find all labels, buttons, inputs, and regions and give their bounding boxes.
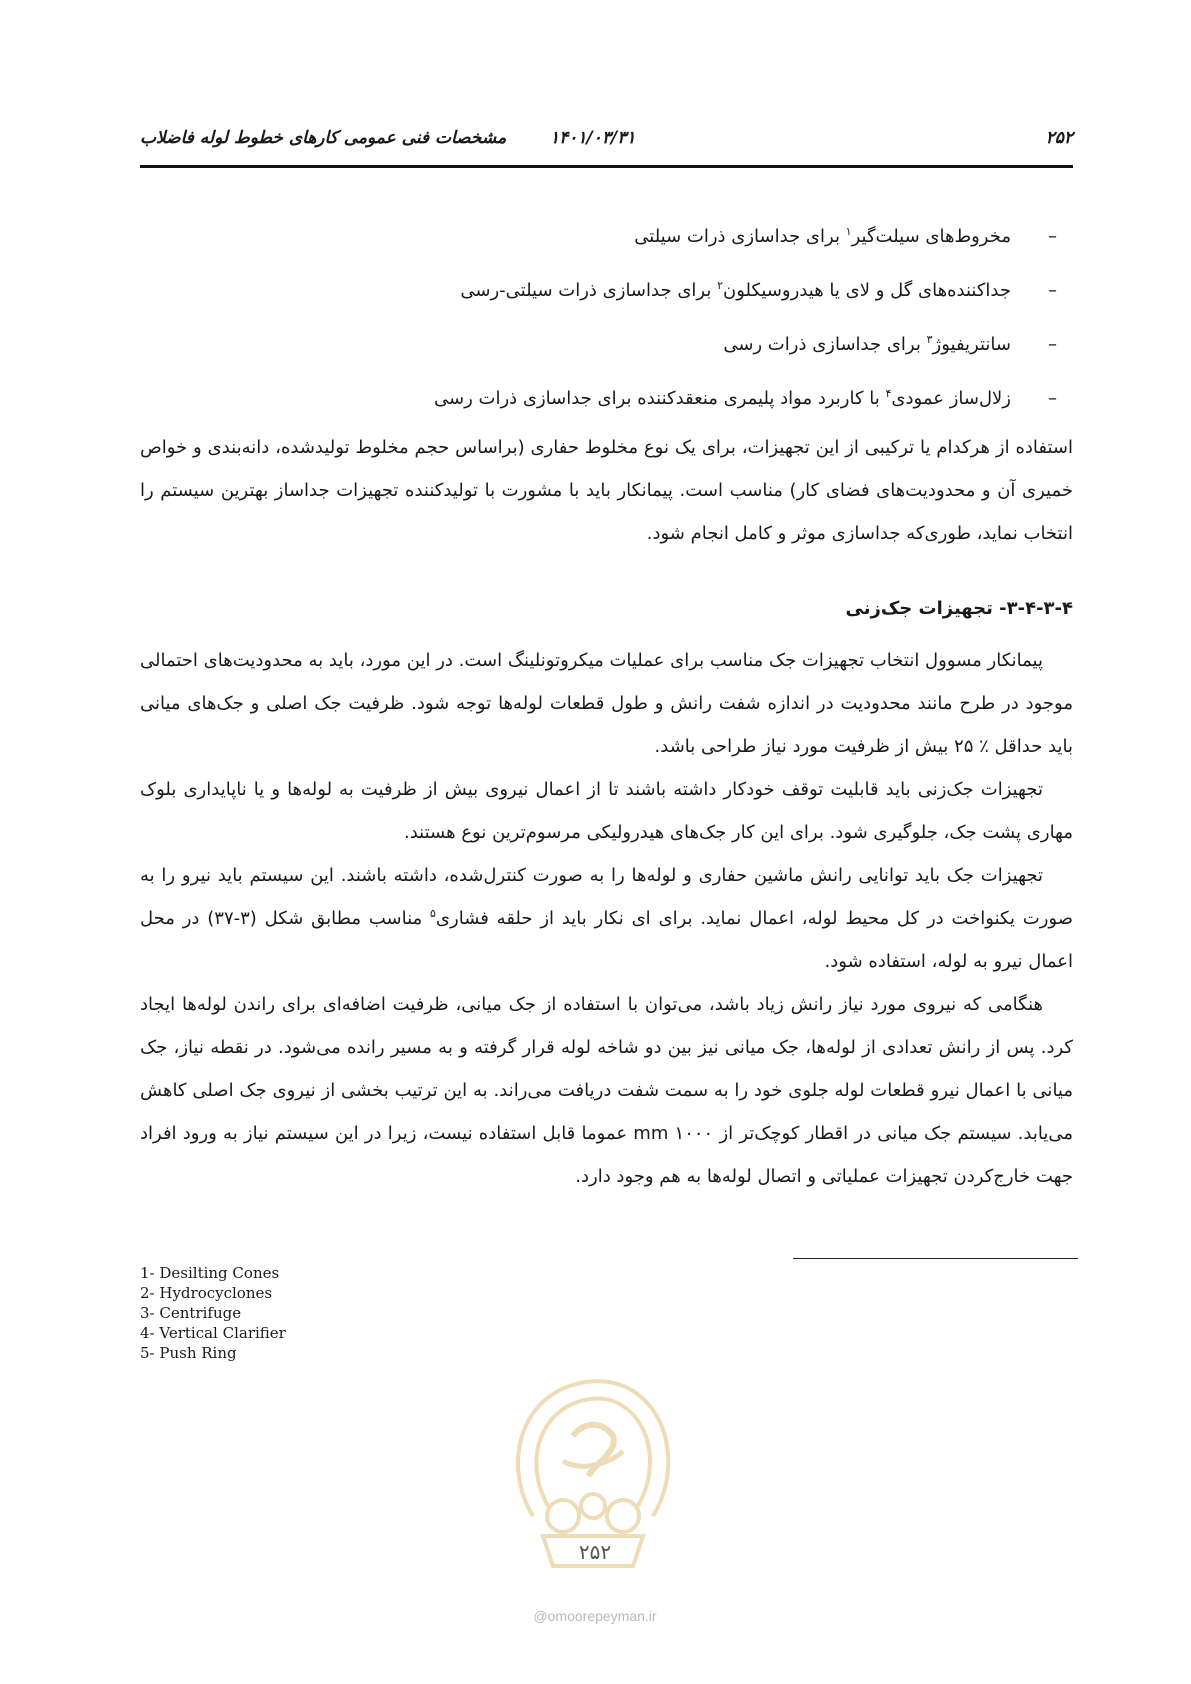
footnote-item: 2- Hydrocyclones [140, 1284, 273, 1302]
footnote-item: 3- Centrifuge [140, 1304, 242, 1322]
footnote-item: 5- Push Ring [140, 1344, 237, 1362]
header-title: مشخصات فنی عمومی کارهای خطوط لوله فاضلاب [140, 128, 507, 148]
page-header [140, 128, 1073, 158]
header-divider [140, 165, 1073, 168]
footnote-ref: ۲ [717, 279, 723, 292]
footnotes [140, 1263, 540, 1363]
list-item-text: برای جداسازی ذرات سیلتی-رسی [460, 280, 718, 301]
paragraph-intermediate-jack: هنگامی که نیروی مورد نیاز رانش زیاد باشد، می‌توان با استفاده از جک میانی، ظرفیت اضافه‌ای برای راندن لوله‌ها ایجاد کرد. پس از رانش تعدادی از لوله‌ها، جک میانی نیز بین دو شاخه لوله قرار گرفته و به مسیر رانده می‌شود. در نقطه نیاز، جک میانی با اعمال نیرو قطعات لوله جلوی خود را به سمت شفت دریافت می‌راند. به این ترتیب بخشی از نیروی جک اصلی کاهش می‌یابد. سیستم جک میانی در اقطار کوچک‌تر از mm ۱۰۰۰ عموما قابل استفاده نیست، زیرا در این سیستم نیاز به ورود افراد جهت خارج‌کردن تجهیزات عملیاتی و اتصال لوله‌ها به هم وجود دارد. [140, 994, 1073, 1187]
list-item-text: زلال‌ساز عمودی [891, 388, 1011, 409]
list-item [140, 318, 1073, 372]
list-item-text: سانتریفیوژ [932, 334, 1011, 355]
list-item [140, 264, 1073, 318]
paragraph-push-ring [140, 854, 1073, 983]
list-item-text: برای جداسازی ذرات سیلتی [634, 226, 846, 247]
watermark: @omoorepeyman.ir [533, 1608, 657, 1624]
header-page-number: ۲۵۲ [1045, 128, 1073, 148]
list-item-text: با کاربرد مواد پلیمری منعقدکننده برای جداسازی ذرات رسی [434, 388, 886, 409]
header-date: ۱۴۰۱/۰۳/۳۱ [550, 128, 636, 148]
stamp-page-number: ۲۵۲ [578, 1540, 612, 1564]
list-item-text: جداکننده‌های گل و لای یا هیدروسیکلون [723, 280, 1011, 301]
footnote-ref: ۳ [926, 333, 933, 346]
section-heading: ۳-۴-۳-۴- تجهیزات جک‌زنی [845, 598, 1073, 619]
footnote-ref: ۴ [885, 387, 892, 400]
footnote-item: 1- Desilting Cones [140, 1264, 280, 1282]
paragraph-jack-selection: پیمانکار مسوول انتخاب تجهیزات جک مناسب برای عملیات میکروتونلینگ است. در این مورد، باید به محدودیت‌های احتمالی موجود در طرح مانند محدودیت در اندازه شفت رانش و طول قطعات لوله‌ها توجه شود. ظرفیت جک اصلی و جک‌های میانی باید حداقل ٪ ۲۵ بیش از ظرفیت مورد نیاز طراحی باشد. [139, 650, 1073, 757]
footnote-ref: ۵ [430, 907, 436, 920]
equipment-list [140, 210, 1073, 426]
bullet-dash: – [1048, 388, 1057, 409]
paragraph-text: تجهیزات جک باید توانایی رانش ماشین حفاری و لوله‌ها را به صورت کنترل‌شده، داشته باشند. این سیستم باید نیرو را به صورت یکنواخت در کل محیط لوله، اعمال نماید. برای ای نکار باید از حلقه فشاری [140, 865, 1073, 929]
footnote-item: 4- Vertical Clarifier [140, 1324, 286, 1342]
bullet-dash: – [1048, 226, 1057, 247]
bullet-dash: – [1048, 280, 1057, 301]
intro-paragraph: استفاده از هرکدام یا ترکیبی از این تجهیزات، برای یک نوع مخلوط حفاری (براساس حجم مخلوط تولیدشده، دانه‌بندی و خواص خمیری آن و محدودیت‌های فضای کار) مناسب است. پیمانکار باید با مشورت با تولیدکننده تجهیزات جداساز بهترین سیستم را انتخاب نماید، طوری‌که جداسازی موثر و کامل انجام شود. [140, 437, 1073, 544]
paragraph-text: مناسب مطابق شکل (۳-۳۷) در محل اعمال نیرو به لوله، استفاده شود. [140, 908, 1073, 972]
footnote-ref: ۱ [845, 225, 852, 238]
list-item-text: برای جداسازی ذرات رسی [723, 334, 927, 355]
list-item [140, 210, 1073, 264]
list-item [140, 372, 1073, 426]
footnote-divider [793, 1258, 1078, 1259]
list-item-text: مخروط‌های سیلت‌گیر [851, 226, 1011, 247]
paragraph-auto-stop: تجهیزات جک‌زنی باید قابلیت توقف خودکار داشته باشند تا از اعمال نیروی بیش از ظرفیت به لوله‌ها و یا ناپایداری بلوک مهاری پشت جک، جلوگیری شود. برای این کار جک‌های هیدرولیکی مرسوم‌ترین نوع هستند. [140, 779, 1073, 843]
bullet-dash: – [1048, 334, 1057, 355]
document-body [140, 210, 1073, 1198]
